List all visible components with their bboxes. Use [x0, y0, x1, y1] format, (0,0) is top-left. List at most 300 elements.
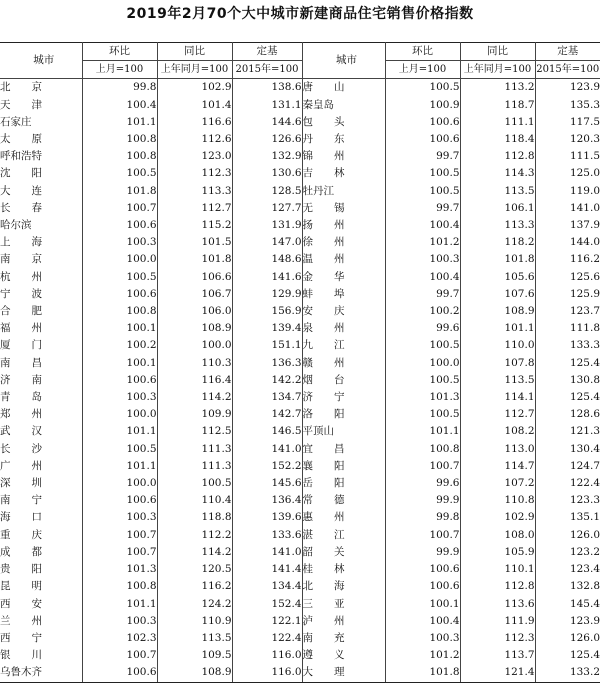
yoy-value-cell: 111.9 — [460, 613, 535, 630]
base-value-cell: 124.7 — [569, 459, 600, 472]
table-row — [0, 165, 600, 182]
mom-value-cell: 99.7 — [385, 200, 460, 217]
mom-value-cell: 99.9 — [385, 544, 460, 561]
yoy-value-cell: 102.9 — [157, 79, 232, 97]
base-subheader: 2015年=100 — [535, 61, 600, 79]
mom-value-cell: 100.8 — [82, 148, 157, 165]
mom-value-cell: 100.3 — [82, 613, 157, 630]
city-name-cell: 济 南 — [0, 372, 82, 389]
yoy-value-cell: 108.9 — [157, 320, 232, 337]
city-name-cell: 西 安 — [0, 596, 82, 613]
table-row — [0, 630, 600, 647]
yoy-value-cell: 113.5 — [460, 372, 535, 389]
base-value-cell: 156.9 — [232, 303, 302, 320]
yoy-value-cell: 111.1 — [460, 114, 535, 131]
mom-value-cell: 101.1 — [82, 458, 157, 475]
base-value-cell: 128.6 — [569, 408, 600, 421]
mom-value-cell: 100.8 — [82, 131, 157, 148]
mom-value-cell: 100.5 — [385, 406, 460, 423]
base-value-cell: 141.4 — [232, 561, 302, 578]
table-row — [0, 406, 600, 423]
base-value-cell: 122.1 — [232, 613, 302, 630]
yoy-value-cell: 109.5 — [157, 647, 232, 664]
mom-value-cell: 100.3 — [82, 389, 157, 406]
page-title: 2019年2月70个大中城市新建商品住宅销售价格指数 — [126, 6, 474, 22]
city-name-cell: 襄 阳 — [302, 458, 385, 475]
mom-value-cell: 100.1 — [385, 596, 460, 613]
mom-value-cell: 100.0 — [82, 475, 157, 492]
city-name-cell: 西 宁 — [0, 630, 82, 647]
mom-value-cell: 101.3 — [82, 561, 157, 578]
yoy-value-cell: 108.2 — [460, 423, 535, 440]
base-value-cell: 116.0 — [232, 647, 302, 664]
table-row — [0, 509, 600, 526]
table-row — [0, 389, 600, 406]
city-name-cell: 兰 州 — [0, 613, 82, 630]
city-name-cell: 呼和浩特 — [0, 148, 82, 165]
base-value-cell: 145.6 — [232, 475, 302, 492]
city-name-cell: 丹 东 — [302, 131, 385, 148]
mom-value-cell: 99.8 — [82, 79, 157, 97]
mom-value-cell: 99.7 — [385, 286, 460, 303]
yoy-value-cell: 108.0 — [460, 527, 535, 544]
yoy-value-cell: 112.3 — [157, 165, 232, 182]
city-name-cell: 济 宁 — [302, 389, 385, 406]
city-name-cell: 吉 林 — [302, 165, 385, 182]
base-value-cell: 134.4 — [232, 578, 302, 595]
mom-value-cell: 100.8 — [82, 303, 157, 320]
table-row — [0, 664, 600, 682]
mom-value-cell: 100.0 — [82, 251, 157, 268]
base-value-cell: 111.8 — [569, 322, 600, 335]
yoy-value-cell: 107.6 — [460, 286, 535, 303]
mom-value-cell: 100.8 — [82, 578, 157, 595]
header-row — [0, 43, 600, 61]
mom-value-cell: 101.2 — [385, 234, 460, 251]
yoy-value-cell: 107.8 — [460, 355, 535, 372]
base-value-cell: 146.5 — [232, 423, 302, 440]
base-value-cell: 133.6 — [232, 527, 302, 544]
mom-value-cell: 101.3 — [385, 389, 460, 406]
mom-value-cell: 100.7 — [82, 544, 157, 561]
mom-value-cell: 100.6 — [385, 114, 460, 131]
mom-value-cell: 100.3 — [385, 251, 460, 268]
base-value-cell: 152.2 — [232, 458, 302, 475]
mom-value-cell: 100.0 — [82, 406, 157, 423]
yoy-value-cell: 112.6 — [157, 131, 232, 148]
city-name-cell: 桂 林 — [302, 561, 385, 578]
base-value-cell: 121.3 — [569, 425, 600, 438]
city-name-cell: 太 原 — [0, 131, 82, 148]
mom-value-cell: 100.2 — [82, 337, 157, 354]
mom-value-cell: 100.1 — [82, 320, 157, 337]
mom-value-cell: 100.7 — [82, 647, 157, 664]
city-name-cell: 郑 州 — [0, 406, 82, 423]
yoy-value-cell: 108.9 — [157, 664, 232, 682]
table-row — [0, 544, 600, 561]
base-value-cell: 126.0 — [569, 631, 600, 644]
base-value-cell: 133.3 — [569, 339, 600, 352]
yoy-subheader: 上年同月=100 — [460, 61, 535, 79]
city-name-cell: 长 春 — [0, 200, 82, 217]
city-name-cell: 韶 关 — [302, 544, 385, 561]
base-value-cell: 142.7 — [232, 406, 302, 423]
base-value-cell: 125.4 — [569, 391, 600, 404]
mom-value-cell: 100.4 — [82, 97, 157, 114]
base-value-cell: 151.1 — [232, 337, 302, 354]
city-name-cell: 海 口 — [0, 509, 82, 526]
yoy-value-cell: 100.5 — [157, 475, 232, 492]
mom-value-cell: 100.4 — [385, 269, 460, 286]
base-value-cell: 116.2 — [569, 253, 600, 266]
city-name-cell: 深 圳 — [0, 475, 82, 492]
base-value-cell: 127.7 — [232, 200, 302, 217]
base-value-cell: 144.0 — [569, 236, 600, 249]
yoy-value-cell: 101.1 — [460, 320, 535, 337]
table-row — [0, 217, 600, 234]
yoy-value-cell: 105.6 — [460, 269, 535, 286]
mom-value-cell: 99.6 — [385, 320, 460, 337]
city-name-cell: 大 理 — [302, 664, 385, 682]
yoy-value-cell: 114.1 — [460, 389, 535, 406]
base-value-cell: 139.4 — [232, 320, 302, 337]
mom-value-cell: 100.5 — [385, 183, 460, 200]
table-body — [0, 79, 600, 682]
base-value-cell: 147.0 — [232, 234, 302, 251]
table-row — [0, 613, 600, 630]
yoy-value-cell: 111.3 — [157, 458, 232, 475]
table-row — [0, 148, 600, 165]
city-name-cell: 上 海 — [0, 234, 82, 251]
mom-value-cell: 101.8 — [82, 183, 157, 200]
city-name-cell: 长 沙 — [0, 441, 82, 458]
city-name-cell: 岳 阳 — [302, 475, 385, 492]
base-value-cell: 131.9 — [232, 217, 302, 234]
table-row — [0, 97, 600, 114]
city-name-cell: 洛 阳 — [302, 406, 385, 423]
mom-value-cell: 100.3 — [385, 630, 460, 647]
base-value-cell: 123.9 — [569, 614, 600, 627]
city-name-cell: 重 庆 — [0, 527, 82, 544]
base-header: 定基 — [232, 43, 302, 61]
base-value-cell: 123.9 — [569, 81, 600, 94]
yoy-value-cell: 118.7 — [460, 97, 535, 114]
base-value-cell: 125.4 — [569, 356, 600, 369]
table-row — [0, 596, 600, 613]
base-value-cell: 132.8 — [569, 580, 600, 593]
base-subheader: 2015年=100 — [232, 61, 302, 79]
yoy-value-cell: 112.7 — [460, 406, 535, 423]
yoy-value-cell: 100.0 — [157, 337, 232, 354]
city-name-cell: 贵 阳 — [0, 561, 82, 578]
base-value-cell: 141.0 — [232, 544, 302, 561]
table-row — [0, 355, 600, 372]
city-name-cell: 大 连 — [0, 183, 82, 200]
yoy-value-cell: 113.6 — [460, 596, 535, 613]
yoy-value-cell: 106.1 — [460, 200, 535, 217]
base-value-cell: 138.6 — [232, 79, 302, 97]
yoy-value-cell: 112.2 — [157, 527, 232, 544]
yoy-value-cell: 108.9 — [460, 303, 535, 320]
yoy-value-cell: 115.2 — [157, 217, 232, 234]
city-name-cell: 唐 山 — [302, 79, 385, 97]
city-name-cell: 泉 州 — [302, 320, 385, 337]
base-value-cell: 120.3 — [569, 133, 600, 146]
city-name-cell: 合 肥 — [0, 303, 82, 320]
city-name-cell: 北 京 — [0, 79, 82, 97]
mom-value-cell: 100.7 — [385, 458, 460, 475]
city-name-cell: 哈尔滨 — [0, 217, 82, 234]
yoy-value-cell: 109.9 — [157, 406, 232, 423]
city-name-cell: 徐 州 — [302, 234, 385, 251]
mom-value-cell: 100.6 — [82, 372, 157, 389]
yoy-value-cell: 118.2 — [460, 234, 535, 251]
city-name-cell: 蚌 埠 — [302, 286, 385, 303]
base-value-cell: 144.6 — [232, 114, 302, 131]
base-value-cell: 142.2 — [232, 372, 302, 389]
city-name-cell: 南 京 — [0, 251, 82, 268]
table-row — [0, 372, 600, 389]
city-name-cell: 广 州 — [0, 458, 82, 475]
city-name-cell: 烟 台 — [302, 372, 385, 389]
yoy-value-cell: 110.1 — [460, 561, 535, 578]
table-row — [0, 475, 600, 492]
base-value-cell: 141.6 — [232, 269, 302, 286]
mom-header: 环比 — [385, 43, 460, 61]
mom-value-cell: 100.6 — [385, 578, 460, 595]
mom-value-cell: 100.3 — [82, 234, 157, 251]
yoy-value-cell: 101.4 — [157, 97, 232, 114]
city-name-cell: 厦 门 — [0, 337, 82, 354]
yoy-value-cell: 101.5 — [157, 234, 232, 251]
mom-value-cell: 100.5 — [385, 165, 460, 182]
mom-value-cell: 100.5 — [82, 269, 157, 286]
city-name-cell: 杭 州 — [0, 269, 82, 286]
table-row — [0, 320, 600, 337]
yoy-value-cell: 118.8 — [157, 509, 232, 526]
city-name-cell: 福 州 — [0, 320, 82, 337]
city-name-cell: 湛 江 — [302, 527, 385, 544]
base-value-cell: 123.7 — [569, 305, 600, 318]
base-value-cell: 152.4 — [232, 596, 302, 613]
mom-value-cell: 100.5 — [385, 79, 460, 97]
yoy-value-cell: 112.5 — [157, 423, 232, 440]
city-name-cell: 天 津 — [0, 97, 82, 114]
price-index-table — [0, 42, 600, 683]
mom-value-cell: 99.8 — [385, 509, 460, 526]
yoy-value-cell: 113.2 — [460, 79, 535, 97]
yoy-value-cell: 102.9 — [460, 509, 535, 526]
base-value-cell: 134.7 — [232, 389, 302, 406]
base-value-cell: 145.4 — [569, 597, 600, 610]
base-value-cell: 125.0 — [569, 167, 600, 180]
yoy-value-cell: 113.3 — [460, 217, 535, 234]
yoy-value-cell: 107.2 — [460, 475, 535, 492]
mom-value-cell: 101.8 — [385, 664, 460, 682]
base-value-cell: 139.6 — [232, 509, 302, 526]
yoy-value-cell: 114.7 — [460, 458, 535, 475]
base-value-cell: 148.6 — [232, 251, 302, 268]
city-header: 城市 — [0, 43, 82, 79]
base-header: 定基 — [535, 43, 600, 61]
mom-value-cell: 102.3 — [82, 630, 157, 647]
mom-subheader: 上月=100 — [82, 61, 157, 79]
city-name-cell: 昆 明 — [0, 578, 82, 595]
base-value-cell: 117.5 — [569, 115, 600, 128]
table-row — [0, 200, 600, 217]
city-name-cell: 锦 州 — [302, 148, 385, 165]
mom-value-cell: 100.4 — [385, 613, 460, 630]
yoy-value-cell: 116.2 — [157, 578, 232, 595]
city-name-cell: 遵 义 — [302, 647, 385, 664]
mom-value-cell: 99.6 — [385, 475, 460, 492]
city-name-cell: 扬 州 — [302, 217, 385, 234]
table-row — [0, 647, 600, 664]
yoy-value-cell: 113.5 — [157, 630, 232, 647]
yoy-value-cell: 113.7 — [460, 647, 535, 664]
city-name-cell: 青 岛 — [0, 389, 82, 406]
base-value-cell: 141.0 — [569, 201, 600, 214]
yoy-value-cell: 110.0 — [460, 337, 535, 354]
table-row — [0, 286, 600, 303]
mom-value-cell: 101.1 — [82, 114, 157, 131]
yoy-value-cell: 101.8 — [460, 251, 535, 268]
base-value-cell: 133.2 — [535, 664, 600, 682]
mom-value-cell: 101.1 — [385, 423, 460, 440]
table-row — [0, 183, 600, 200]
mom-value-cell: 100.7 — [385, 527, 460, 544]
table-row — [0, 303, 600, 320]
city-name-cell: 南 昌 — [0, 355, 82, 372]
base-value-cell: 125.6 — [569, 270, 600, 283]
mom-value-cell: 99.7 — [385, 148, 460, 165]
city-name-cell: 秦皇岛 — [302, 97, 385, 114]
yoy-value-cell: 106.7 — [157, 286, 232, 303]
mom-value-cell: 100.5 — [82, 165, 157, 182]
city-name-cell: 安 庆 — [302, 303, 385, 320]
mom-value-cell: 100.6 — [82, 217, 157, 234]
yoy-value-cell: 124.2 — [157, 596, 232, 613]
yoy-value-cell: 110.3 — [157, 355, 232, 372]
yoy-value-cell: 118.4 — [460, 131, 535, 148]
yoy-value-cell: 114.3 — [460, 165, 535, 182]
base-value-cell: 137.9 — [569, 219, 600, 232]
mom-value-cell: 100.3 — [82, 509, 157, 526]
city-name-cell: 乌鲁木齐 — [0, 664, 82, 682]
base-value-cell: 123.2 — [569, 545, 600, 558]
yoy-value-cell: 106.6 — [157, 269, 232, 286]
city-name-cell: 无 锡 — [302, 200, 385, 217]
base-value-cell: 135.1 — [569, 511, 600, 524]
yoy-value-cell: 110.8 — [460, 492, 535, 509]
mom-value-cell: 100.5 — [385, 337, 460, 354]
mom-value-cell: 100.7 — [82, 527, 157, 544]
yoy-value-cell: 110.9 — [157, 613, 232, 630]
yoy-value-cell: 113.5 — [460, 183, 535, 200]
mom-header: 环比 — [82, 43, 157, 61]
city-name-cell: 牡丹江 — [302, 183, 385, 200]
yoy-header: 同比 — [460, 43, 535, 61]
city-name-cell: 武 汉 — [0, 423, 82, 440]
base-value-cell: 126.0 — [569, 528, 600, 541]
yoy-value-cell: 112.8 — [460, 148, 535, 165]
base-value-cell: 136.4 — [232, 492, 302, 509]
city-name-cell: 沈 阳 — [0, 165, 82, 182]
table-row — [0, 131, 600, 148]
yoy-value-cell: 114.2 — [157, 544, 232, 561]
yoy-subheader: 上年同月=100 — [157, 61, 232, 79]
city-name-cell: 平顶山 — [302, 423, 385, 440]
yoy-value-cell: 121.4 — [460, 664, 535, 682]
mom-value-cell: 100.9 — [385, 97, 460, 114]
table-row — [0, 114, 600, 131]
mom-value-cell: 100.6 — [82, 492, 157, 509]
city-name-cell: 常 德 — [302, 492, 385, 509]
base-value-cell: 123.4 — [569, 563, 600, 576]
base-value-cell: 128.5 — [232, 183, 302, 200]
yoy-value-cell: 116.6 — [157, 114, 232, 131]
base-value-cell: 119.0 — [569, 184, 600, 197]
city-name-cell: 赣 州 — [302, 355, 385, 372]
mom-value-cell: 101.1 — [82, 596, 157, 613]
city-name-cell: 南 宁 — [0, 492, 82, 509]
mom-value-cell: 100.8 — [385, 441, 460, 458]
yoy-value-cell: 116.4 — [157, 372, 232, 389]
city-name-cell: 温 州 — [302, 251, 385, 268]
table-row — [0, 458, 600, 475]
mom-value-cell: 100.6 — [385, 131, 460, 148]
mom-value-cell: 100.6 — [82, 664, 157, 682]
city-name-cell: 北 海 — [302, 578, 385, 595]
base-value-cell: 136.3 — [232, 355, 302, 372]
yoy-value-cell: 113.0 — [460, 441, 535, 458]
mom-value-cell: 100.2 — [385, 303, 460, 320]
yoy-value-cell: 113.3 — [157, 183, 232, 200]
yoy-value-cell: 106.0 — [157, 303, 232, 320]
table-row — [0, 337, 600, 354]
city-name-cell: 包 头 — [302, 114, 385, 131]
mom-value-cell: 101.1 — [82, 423, 157, 440]
base-value-cell: 125.9 — [569, 287, 600, 300]
yoy-value-cell: 112.3 — [460, 630, 535, 647]
base-value-cell: 130.6 — [232, 165, 302, 182]
table-row — [0, 441, 600, 458]
mom-value-cell: 101.2 — [385, 647, 460, 664]
yoy-value-cell: 123.0 — [157, 148, 232, 165]
yoy-value-cell: 120.5 — [157, 561, 232, 578]
table-row — [0, 423, 600, 440]
yoy-header: 同比 — [157, 43, 232, 61]
city-name-cell: 泸 州 — [302, 613, 385, 630]
base-value-cell: 111.5 — [569, 150, 600, 163]
table-row — [0, 269, 600, 286]
subheader-row — [0, 61, 600, 79]
city-name-cell: 宜 昌 — [302, 441, 385, 458]
yoy-value-cell: 101.8 — [157, 251, 232, 268]
yoy-value-cell: 114.2 — [157, 389, 232, 406]
city-name-cell: 宁 波 — [0, 286, 82, 303]
table-row — [0, 578, 600, 595]
table-row — [0, 251, 600, 268]
table-row — [0, 492, 600, 509]
mom-value-cell: 100.6 — [385, 561, 460, 578]
mom-value-cell: 100.5 — [385, 372, 460, 389]
mom-value-cell: 100.4 — [385, 217, 460, 234]
base-value-cell: 130.8 — [569, 373, 600, 386]
city-name-cell: 石家庄 — [0, 114, 82, 131]
yoy-value-cell: 112.8 — [460, 578, 535, 595]
table-row — [0, 527, 600, 544]
